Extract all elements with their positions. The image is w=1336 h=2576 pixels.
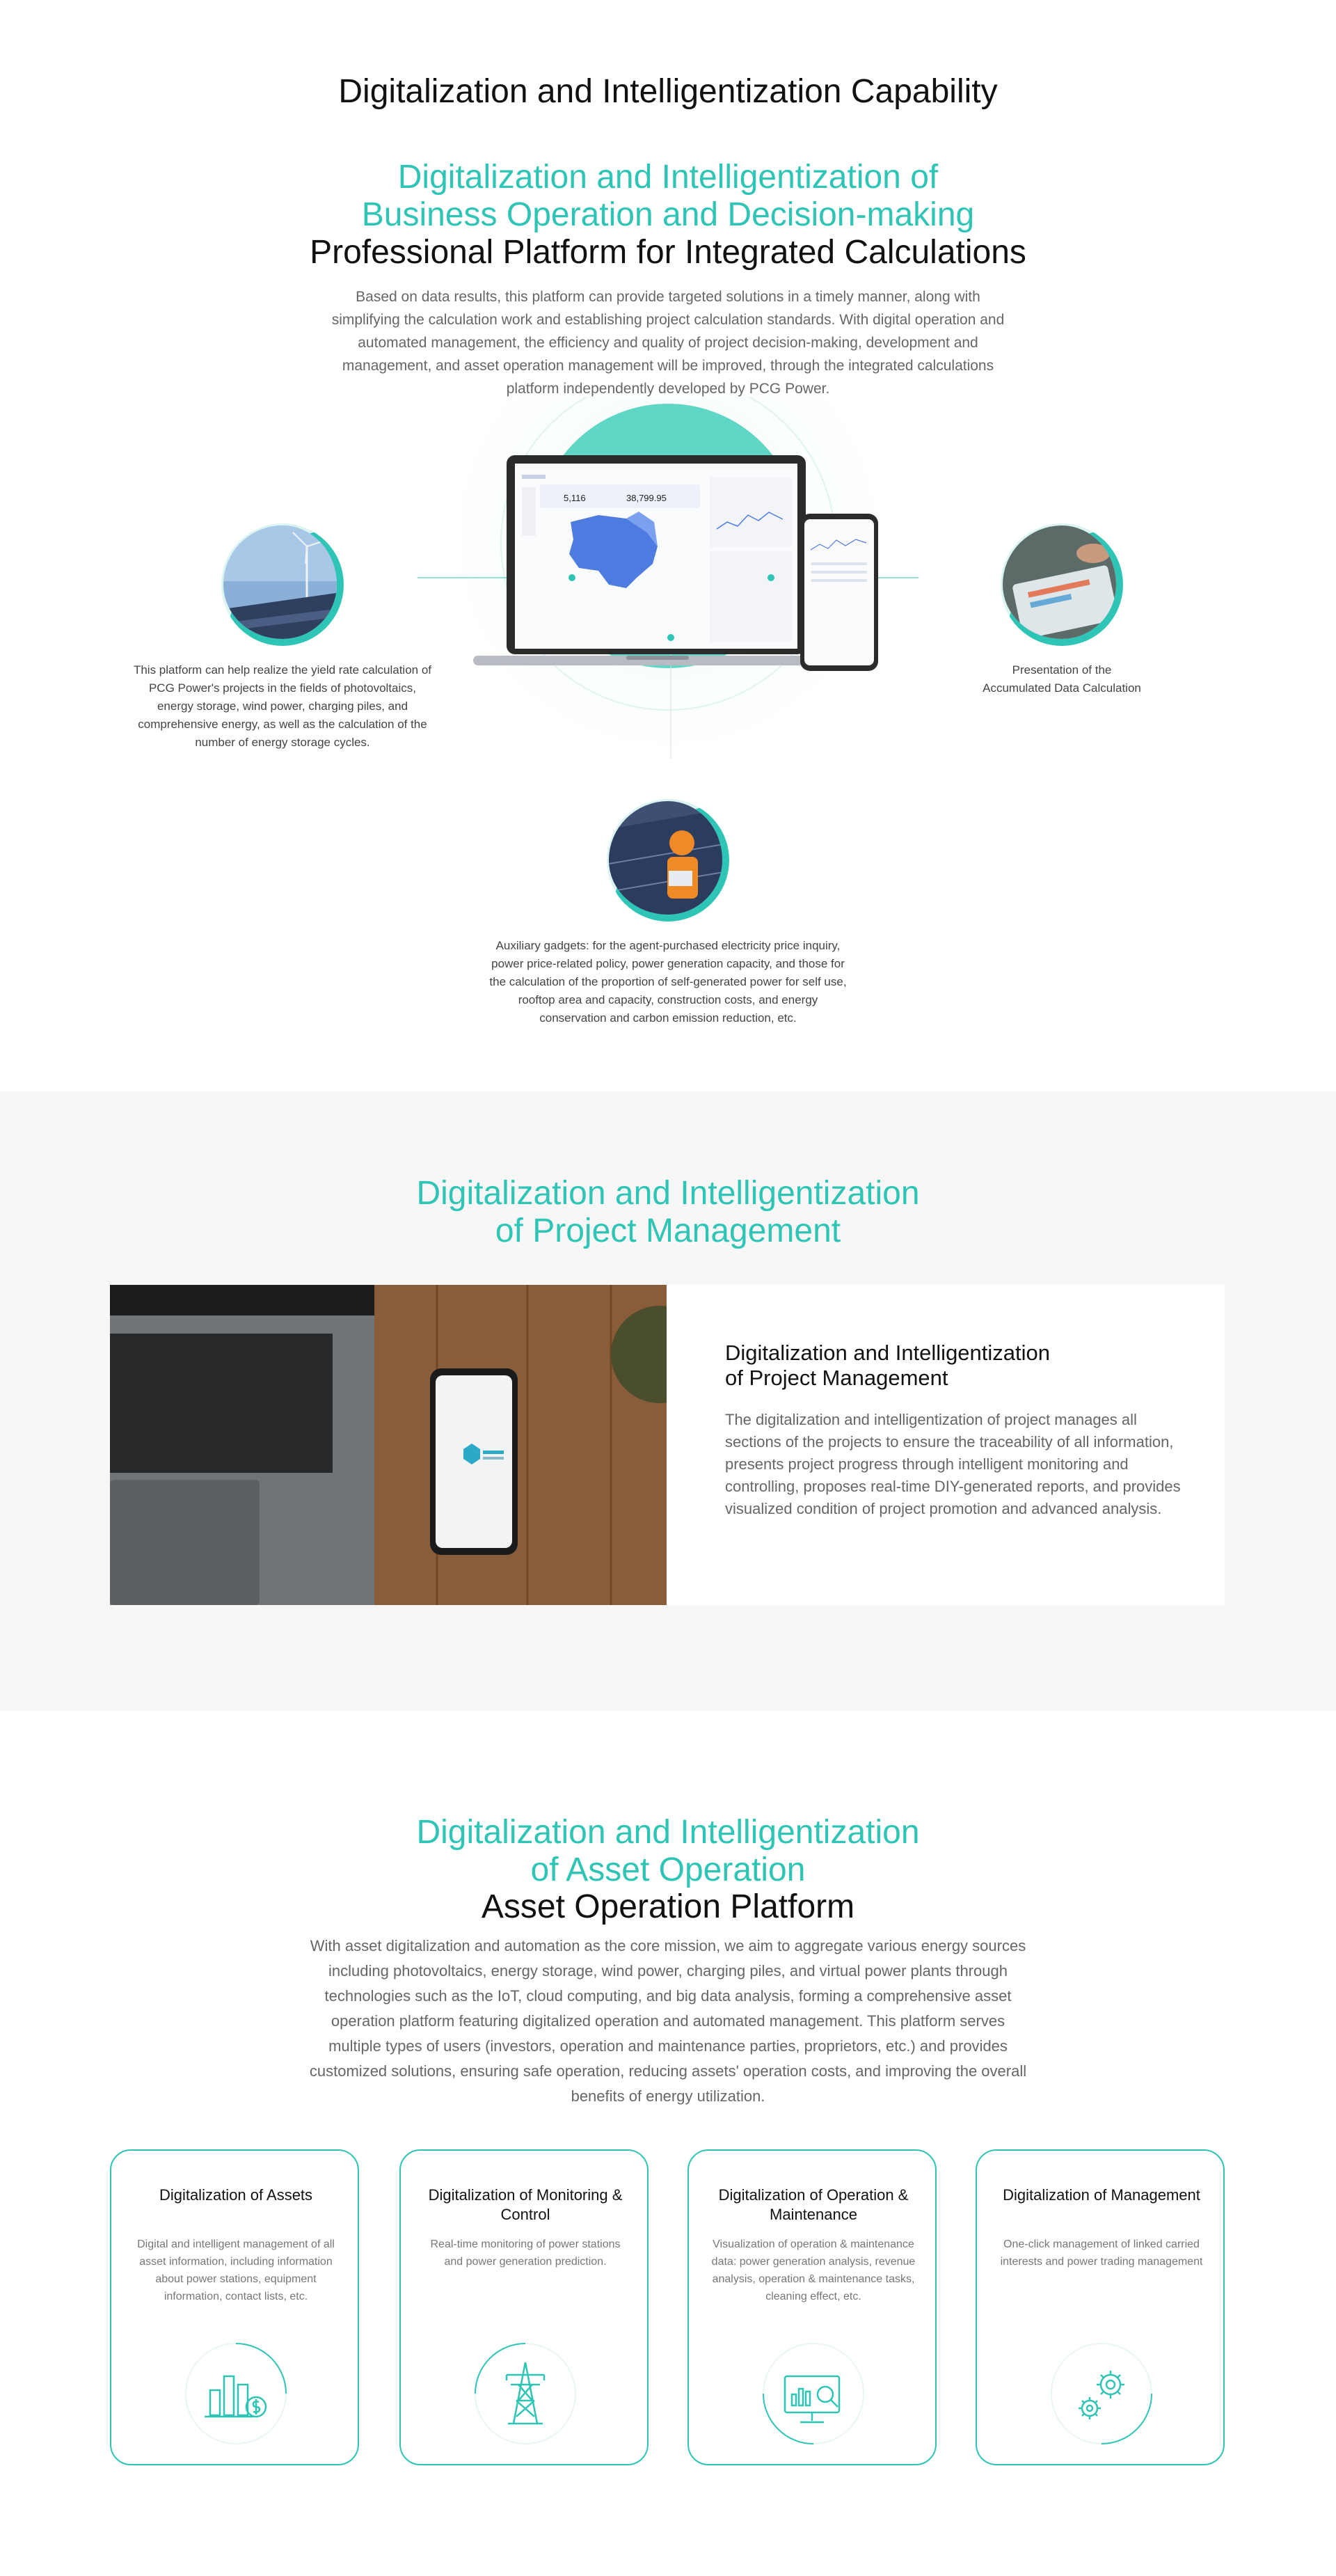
solar-worker-photo: [607, 799, 729, 922]
solar-wind-photo: [221, 523, 344, 646]
bar-chart-money-icon: [184, 2341, 288, 2446]
project-heading: [0, 1175, 1336, 1250]
auxiliary-gadgets-caption: Auxiliary gadgets: for the agent-purchased electricity price inquiry, power price-related policy, power generation capacity, and those for the calculation of the proportion of self-generated power for self use, rooftop area and capacity, construction costs, and energy conservation and carbon emission reduction, etc.: [489, 939, 847, 1025]
feature-description: Real-time monitoring of power stations and power generation prediction.: [430, 2238, 621, 2268]
feature-card-monitoring: [399, 2149, 649, 2465]
project-heading-line1: Digitalization and Intelligentization: [416, 1175, 920, 1212]
project-heading-line2: of Project Management: [495, 1212, 841, 1249]
asset-description: With asset digitalization and automation as the core mission, we aim to aggregate various energy sources including photovoltaics, energy storage, wind power, charging piles, and virtual power plants through technologies such as the IoT, cloud computing, and big data analysis, forming a comprehensive asset operation platform featuring digitalized operation and automated management. This platform serves multiple types of users (investors, operation and maintenance parties, proprietors, etc.) and provides customized solutions, ensuring safe operation, reducing assets' operation costs, and improving the overall benefits of energy utilization.: [309, 1937, 1027, 2105]
asset-heading-teal: [0, 1814, 1336, 1889]
gears-icon: [1049, 2341, 1154, 2446]
feature-title: Digitalization of Operation & Maintenance: [718, 2186, 909, 2223]
accumulated-data-caption: [957, 661, 1166, 697]
dashboard-stat-2: 38,799.95: [626, 493, 667, 503]
dashboard-stat-1: 5,116: [564, 493, 586, 503]
business-section: [0, 0, 1336, 1091]
feature-title: Digitalization of Assets: [159, 2186, 313, 2204]
laptop-phone-photo: [110, 1285, 667, 1605]
project-card: [110, 1285, 1225, 1605]
tablet-data-photo: [1001, 523, 1123, 646]
asset-section: [0, 1711, 1336, 2576]
feature-description: Digital and intelligent management of all asset information, including information about power stations, equipment information, contact lists, etc.: [137, 2238, 335, 2302]
business-description: Based on data results, this platform can provide targeted solutions in a timely manner, along with simplifying the calculation work and establishing project calculation standards. With digital operation and automated management, the efficiency and quality of project decision-making, development and management, and asset operation management will be improved, through the integrated calculations platform independently developed by PCG Power.: [331, 289, 1005, 397]
feature-description: Visualization of operation & maintenance data: power generation analysis, revenue analysis, operation & maintenance tasks, cleaning effect, etc.: [711, 2238, 916, 2302]
accumulated-caption-line2: Accumulated Data Calculation: [983, 681, 1141, 695]
feature-card-assets: [110, 2149, 359, 2465]
project-card-title: [725, 1341, 1143, 1391]
feature-description: One-click management of linked carried interests and power trading management: [1000, 2238, 1203, 2268]
page-title: Digitalization and Intelligentization Capability: [338, 73, 998, 110]
asset-heading-line1: Digitalization and Intelligentization: [416, 1814, 920, 1851]
business-heading-teal: [0, 159, 1336, 234]
project-card-description: The digitalization and intelligentization of project manages all sections of the projects to ensure the traceability of all information, presents project progress through intelligent monitoring and controlling, proposes real-time DIY-generated reports, and provides visualized condition of project promotion and advanced analysis.: [725, 1411, 1181, 1517]
power-tower-icon: [473, 2341, 578, 2446]
feature-card-operation: [687, 2149, 937, 2465]
feature-title: Digitalization of Management: [1003, 2186, 1200, 2204]
asset-heading-black: Asset Operation Platform: [481, 1888, 855, 1925]
feature-card-management: [976, 2149, 1225, 2465]
business-heading-line2: Business Operation and Decision-making: [361, 196, 975, 233]
platform-illustration: [418, 397, 918, 773]
business-heading-line1: Digitalization and Intelligentization of: [397, 159, 939, 196]
business-heading-black: Professional Platform for Integrated Calculations: [310, 234, 1026, 271]
monitor-analysis-icon: [761, 2341, 866, 2446]
accumulated-caption-line1: Presentation of the: [1012, 663, 1112, 677]
asset-heading-line2: of Asset Operation: [530, 1851, 806, 1888]
project-card-title-line2: of Project Management: [725, 1366, 948, 1390]
project-card-title-line1: Digitalization and Intelligentization: [725, 1341, 1051, 1365]
feature-title: Digitalization of Monitoring & Control: [428, 2186, 623, 2223]
yield-calculation-caption: This platform can help realize the yield rate calculation of PCG Power's projects in the fields of photovoltaics, energy storage, wind power, charging piles, and comprehensive energy, as well as the calculation of the number of energy storage cycles.: [133, 663, 432, 749]
project-section: [0, 1091, 1336, 1711]
